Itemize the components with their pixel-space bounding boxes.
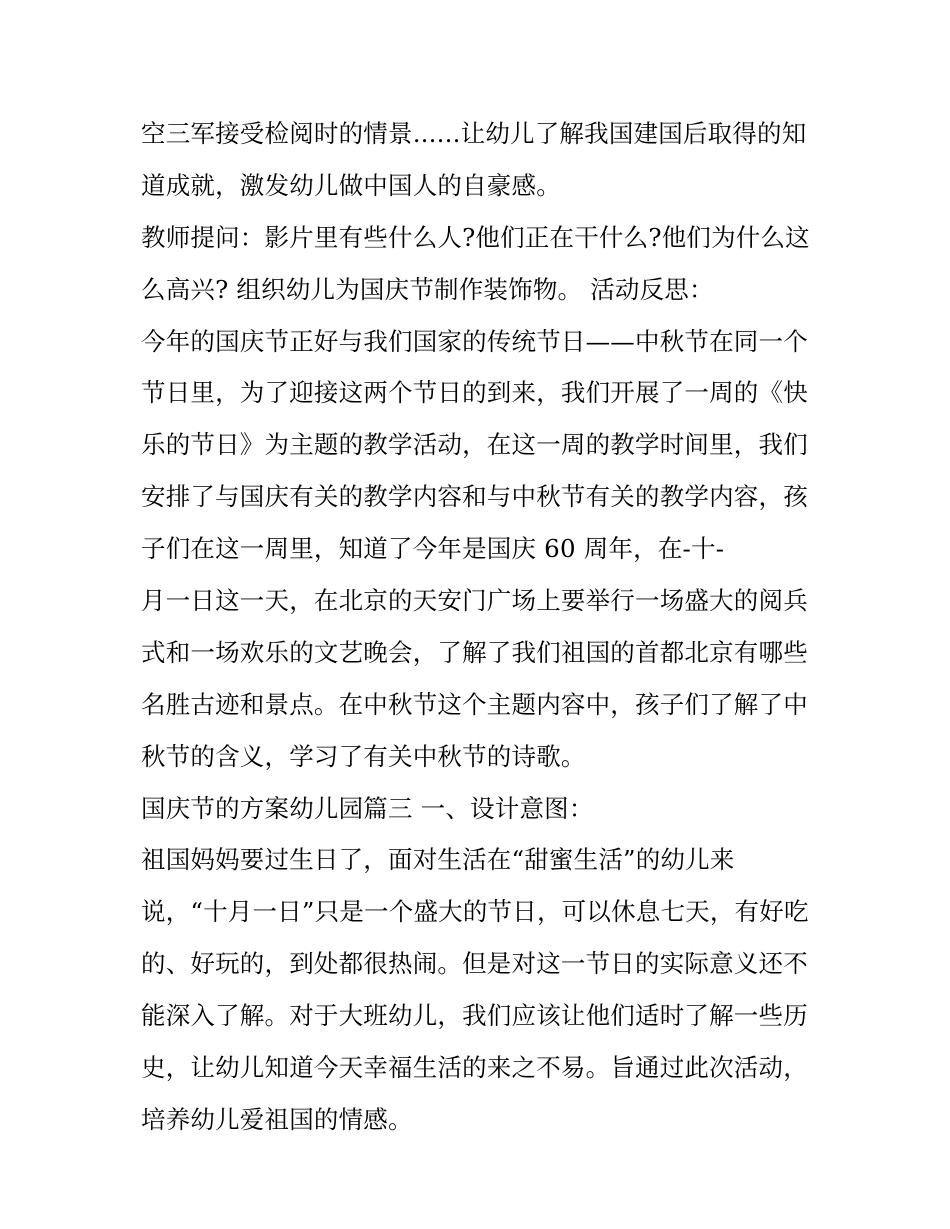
body-text xyxy=(141,108,821,1146)
text-line: 说，“十月一日”只是一个盛大的节日，可以休息七天，有好吃 xyxy=(141,897,809,927)
text-line: 么高兴? 组织幼儿为国庆节制作装饰物。 活动反思： xyxy=(141,274,714,304)
text-line: 乐的节日》为主题的教学活动，在这一周的教学时间里，我们 xyxy=(141,430,808,460)
text-line: 空三军接受检阅时的情景......让幼儿了解我国建国后取得的知 xyxy=(141,119,807,148)
text-line: 的、好玩的，到处都很热闹。但是对这一节日的实际意义还不 xyxy=(141,949,808,979)
section-heading: 国庆节的方案幼儿园篇三 一、设计意图： xyxy=(141,793,594,823)
text-line: 祖国妈妈要过生日了，面对生活在“甜蜜生活”的幼儿来 xyxy=(141,845,735,875)
text-line: 安排了与国庆有关的教学内容和与中秋节有关的教学内容，孩 xyxy=(141,482,808,512)
text-line: 节日里，为了迎接这两个节日的到来，我们开展了一周的《快 xyxy=(141,378,808,408)
text-line: 月一日这一天，在北京的天安门广场上要举行一场盛大的阅兵 xyxy=(141,586,808,616)
text-line: 道成就，激发幼儿做中国人的自豪感。 xyxy=(141,170,561,200)
text-line: 式和一场欢乐的文艺晚会，了解了我们祖国的首都北京有哪些 xyxy=(141,637,808,667)
text-line: 培养幼儿爱祖国的情感。 xyxy=(141,1104,413,1134)
text-line: 子们在这一周里，知道了今年是国庆 60 周年，在-十- xyxy=(141,534,725,564)
text-line: 教师提问：影片里有些什么人?他们正在干什么?他们为什么这 xyxy=(141,222,810,252)
text-line: 名胜古迹和景点。在中秋节这个主题内容中，孩子们了解了中 xyxy=(141,689,808,719)
text-line: 史，让幼儿知道今天幸福生活的来之不易。旨通过此次活动， xyxy=(141,1053,808,1083)
text-line: 秋节的含义，学习了有关中秋节的诗歌。 xyxy=(141,741,586,771)
text-line: 今年的国庆节正好与我们国家的传统节日——中秋节在同一个 xyxy=(141,326,808,356)
text-line: 能深入了解。对于大班幼儿，我们应该让他们适时了解一些历 xyxy=(141,1001,808,1031)
